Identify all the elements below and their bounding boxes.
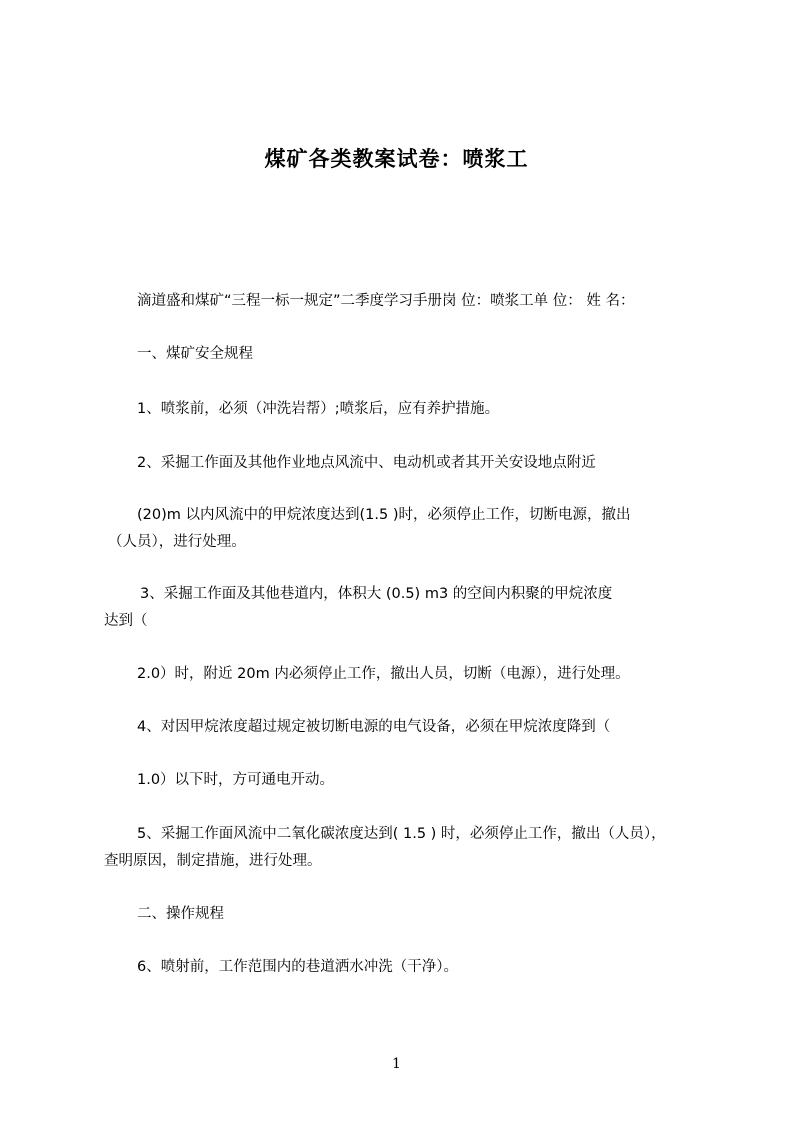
document-title: 煤矿各类教案试卷：喷浆工: [264, 147, 529, 171]
section-heading-operating-rules: 二、操作规程: [137, 906, 224, 922]
paragraph-item-4-continuation: 1.0）以下时，方可通电开动。: [137, 772, 335, 788]
section-heading-safety-rules: 一、煤矿安全规程: [137, 346, 253, 362]
header-line: 滴道盛和煤矿“三程一标一规定”二季度学习手册岗 位：喷浆工单 位： 姓 名：: [137, 293, 635, 309]
paragraph-item-4: 4、对因甲烷浓度超过规定被切断电源的电气设备，必须在甲烷浓度降到（: [137, 719, 611, 735]
paragraph-item-3-continuation: 2.0）时，附近 20m 内必须停止工作，撤出人员，切断（电源），进行处理。: [137, 666, 630, 682]
paragraph-item-5-continuation: 查明原因，制定措施，进行处理。: [104, 853, 322, 869]
page-number: 1: [392, 1056, 401, 1072]
paragraph-item-2-continuation: (20)m 以内风流中的甲烷浓度达到(1.5 )时，必须停止工作，切断电源，撤出: [137, 507, 631, 523]
paragraph-item-6: 6、喷射前，工作范围内的巷道洒水冲洗（干净）。: [137, 959, 458, 975]
paragraph-item-2: 2、采掘工作面及其他作业地点风流中、电动机或者其开关安设地点附近: [137, 455, 596, 471]
paragraph-item-3: 3、采掘工作面及其他巷道内，体积大 (0.5) m3 的空间内积聚的甲烷浓度: [140, 586, 613, 602]
paragraph-item-2-continuation: （人员），进行处理。: [108, 534, 246, 550]
paragraph-item-1: 1、喷浆前，必须（冲洗岩帮）;喷浆后，应有养护措施。: [137, 401, 500, 417]
paragraph-item-5: 5、采掘工作面风流中二氧化碳浓度达到( 1.5 ) 时，必须停止工作，撤出（人员），: [137, 826, 666, 842]
paragraph-item-3-continuation: 达到（: [104, 613, 148, 629]
